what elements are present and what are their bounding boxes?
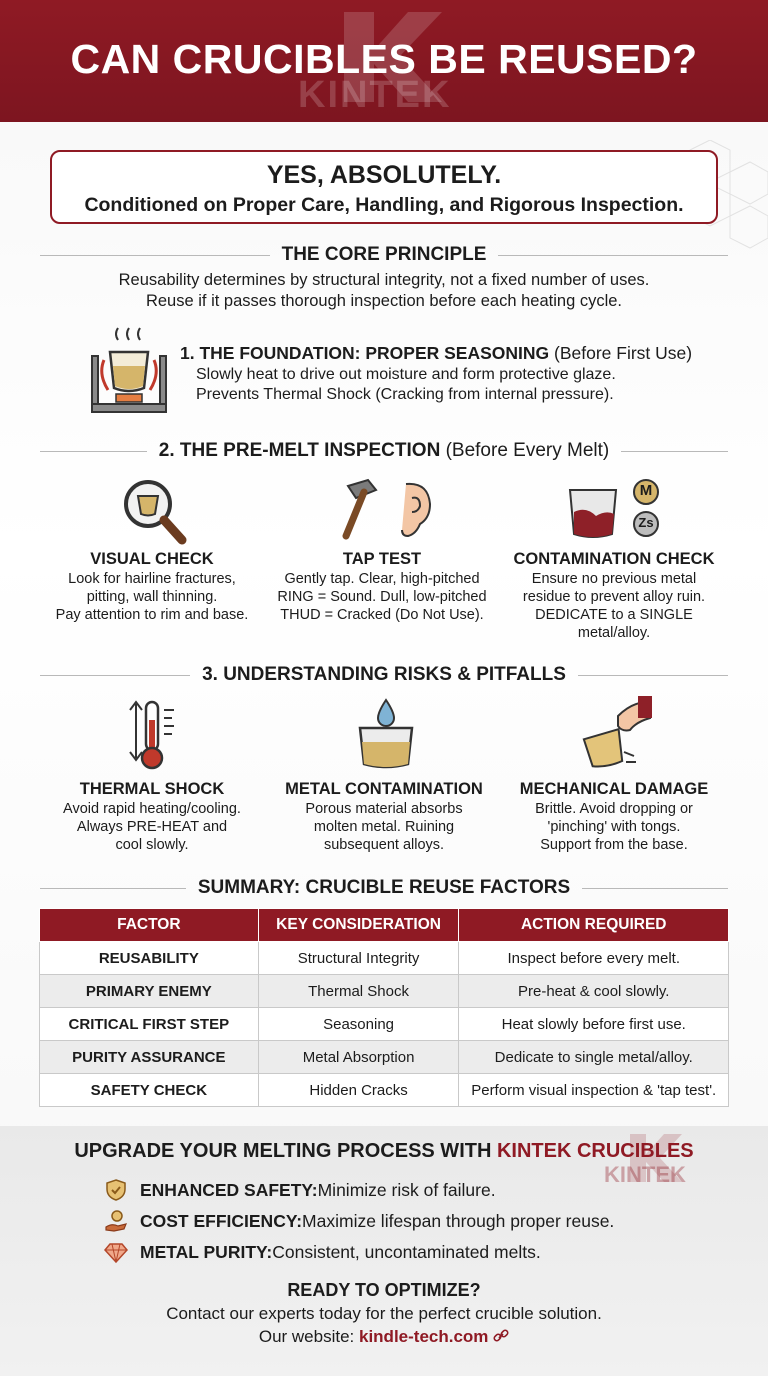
table-row (40, 942, 729, 975)
link-icon[interactable] (493, 1329, 509, 1343)
answer-condition: Conditioned on Proper Care, Handling, and Rigorous Inspection. (84, 194, 684, 216)
metal-badge-m: M (639, 482, 653, 499)
table-cell: Perform visual inspection & 'tap test'. (459, 1074, 729, 1107)
tap-test-line: Gently tap. Clear, high-pitched (284, 571, 480, 587)
metal-contamination-line: subsequent alloys. (323, 837, 445, 853)
upgrade-heading (0, 1140, 768, 1163)
seasoning-qualifier: (Before First Use) (554, 343, 693, 363)
mechanical-damage-line: Support from the base. (540, 837, 688, 853)
visual-check-card (32, 550, 272, 624)
ready-heading: READY TO OPTIMIZE? (287, 1280, 481, 1300)
table-cell: Inspect before every melt. (459, 942, 729, 975)
thermal-shock-line: cool slowly. (115, 837, 189, 853)
table-cell: CRITICAL FIRST STEP (40, 1008, 259, 1041)
benefit-text: Consistent, uncontaminated melts. (272, 1241, 541, 1262)
seasoning-title (180, 343, 692, 364)
benefit-purity (104, 1240, 541, 1264)
seasoning-line-1: Slowly heat to drive out moisture and form protective glaze. (196, 366, 616, 383)
visual-check-line: pitting, wall thinning. (86, 589, 218, 605)
core-principle-heading (40, 244, 728, 266)
brand-name: KINTEK CRUCIBLES (496, 1140, 694, 1162)
page-title: CAN CRUCIBLES BE REUSED? (70, 36, 698, 82)
table-row (40, 975, 729, 1008)
visual-check-title: VISUAL CHECK (90, 550, 214, 568)
mechanical-damage-line: 'pinching' with tongs. (547, 819, 681, 835)
summary-table (39, 908, 729, 1107)
website-label: Our website: (258, 1327, 359, 1346)
core-principle-title: THE CORE PRINCIPLE (281, 244, 487, 265)
hand-coin-icon (104, 1209, 128, 1233)
metal-contamination-title: METAL CONTAMINATION (285, 780, 483, 798)
benefit-text: Maximize lifespan through proper reuse. (302, 1210, 615, 1231)
shield-check-icon (104, 1178, 128, 1202)
magnifier-icon (118, 476, 188, 546)
table-row (40, 1074, 729, 1107)
core-principle-line-1: Reusability determines by structural integrity, not a fixed number of uses. (118, 271, 650, 289)
answer-headline: YES, ABSOLUTELY. (266, 161, 502, 189)
metal-contamination-line: molten metal. Ruining (313, 819, 455, 835)
table-row (40, 1008, 729, 1041)
mechanical-damage-line: Brittle. Avoid dropping or (535, 801, 693, 817)
benefit-label: ENHANCED SAFETY: (140, 1179, 318, 1200)
inspection-title-text: 2. THE PRE-MELT INSPECTION (158, 440, 441, 461)
website-link[interactable]: kindle-tech.com (359, 1327, 489, 1346)
metal-badge-zs: Zs (638, 515, 654, 530)
column-header: FACTOR (40, 909, 259, 942)
tap-test-line: THUD = Cracked (Do Not Use). (280, 607, 484, 623)
risks-heading (40, 664, 728, 686)
column-header: ACTION REQUIRED (459, 909, 729, 942)
contamination-check-line: residue to prevent alloy ruin. (522, 589, 706, 605)
table-row (40, 1041, 729, 1074)
table-cell: Seasoning (258, 1008, 459, 1041)
contamination-check-card (494, 550, 734, 642)
seasoning-line-2: Prevents Thermal Shock (Cracking from internal pressure). (196, 386, 614, 403)
header-banner (0, 0, 768, 122)
thermal-shock-title: THERMAL SHOCK (79, 780, 225, 798)
contamination-check-line: DEDICATE to a SINGLE (535, 607, 693, 623)
visual-check-line: Pay attention to rim and base. (55, 607, 249, 623)
hammer-and-ear-icon (342, 476, 438, 544)
table-cell: REUSABILITY (40, 942, 259, 975)
table-cell: Metal Absorption (258, 1041, 459, 1074)
table-cell: Dedicate to single metal/alloy. (459, 1041, 729, 1074)
contact-text: Contact our experts today for the perfect crucible solution. (166, 1304, 602, 1323)
thermal-shock-line: Always PRE-HEAT and (76, 819, 228, 835)
tap-test-line: RING = Sound. Dull, low-pitched (277, 589, 487, 605)
table-cell: Hidden Cracks (258, 1074, 459, 1107)
benefit-label: COST EFFICIENCY: (140, 1210, 303, 1231)
upgrade-text: UPGRADE YOUR MELTING PROCESS WITH (74, 1140, 497, 1162)
benefit-label: METAL PURITY: (140, 1241, 273, 1262)
seasoning-title-text: 1. THE FOUNDATION: PROPER SEASONING (180, 343, 550, 363)
summary-heading (40, 877, 728, 899)
seasoning-body (196, 365, 616, 405)
table-header-row (40, 909, 729, 942)
thermal-shock-card (32, 780, 272, 854)
table-cell: Heat slowly before first use. (459, 1008, 729, 1041)
website-line (0, 1327, 768, 1347)
footer-watermark-text: KINTEK (604, 1162, 686, 1187)
benefit-safety (104, 1178, 496, 1202)
contamination-check-line: Ensure no previous metal (531, 571, 697, 587)
thermometer-icon (126, 698, 182, 772)
table-cell: Thermal Shock (258, 975, 459, 1008)
inspection-title (147, 440, 621, 462)
table-cell: PURITY ASSURANCE (40, 1041, 259, 1074)
table-cell: Pre-heat & cool slowly. (459, 975, 729, 1008)
inspection-qualifier: (Before Every Melt) (445, 440, 610, 461)
summary-title: SUMMARY: CRUCIBLE REUSE FACTORS (197, 877, 571, 898)
contamination-check-title: CONTAMINATION CHECK (513, 550, 715, 568)
mechanical-damage-title: MECHANICAL DAMAGE (519, 780, 709, 798)
answer-box (50, 150, 718, 224)
benefit-cost (104, 1209, 614, 1233)
tap-test-card (262, 550, 502, 624)
risks-title: 3. UNDERSTANDING RISKS & PITFALLS (202, 664, 566, 685)
metal-contamination-card (264, 780, 504, 854)
crucible-heating-icon (88, 326, 170, 418)
mechanical-damage-card (494, 780, 734, 854)
visual-check-line: Look for hairline fractures, (68, 571, 236, 587)
core-principle-line-2: Reuse if it passes thorough inspection before each heating cycle. (145, 292, 623, 310)
metal-contamination-line: Porous material absorbs (305, 801, 463, 817)
table-cell: Structural Integrity (258, 942, 459, 975)
contamination-check-line: metal/alloy. (577, 625, 651, 641)
thermal-shock-line: Avoid rapid heating/cooling. (63, 801, 241, 817)
column-header: KEY CONSIDERATION (258, 909, 459, 942)
table-cell: SAFETY CHECK (40, 1074, 259, 1107)
header-watermark-text: KINTEK (298, 74, 452, 116)
inspection-heading (40, 440, 728, 462)
table-cell: PRIMARY ENEMY (40, 975, 259, 1008)
tap-test-title: TAP TEST (342, 550, 422, 568)
diamond-icon (104, 1240, 128, 1264)
benefit-text: Minimize risk of failure. (317, 1179, 496, 1200)
crucible-drop-icon (354, 696, 418, 770)
tongs-pinch-icon (578, 696, 654, 772)
